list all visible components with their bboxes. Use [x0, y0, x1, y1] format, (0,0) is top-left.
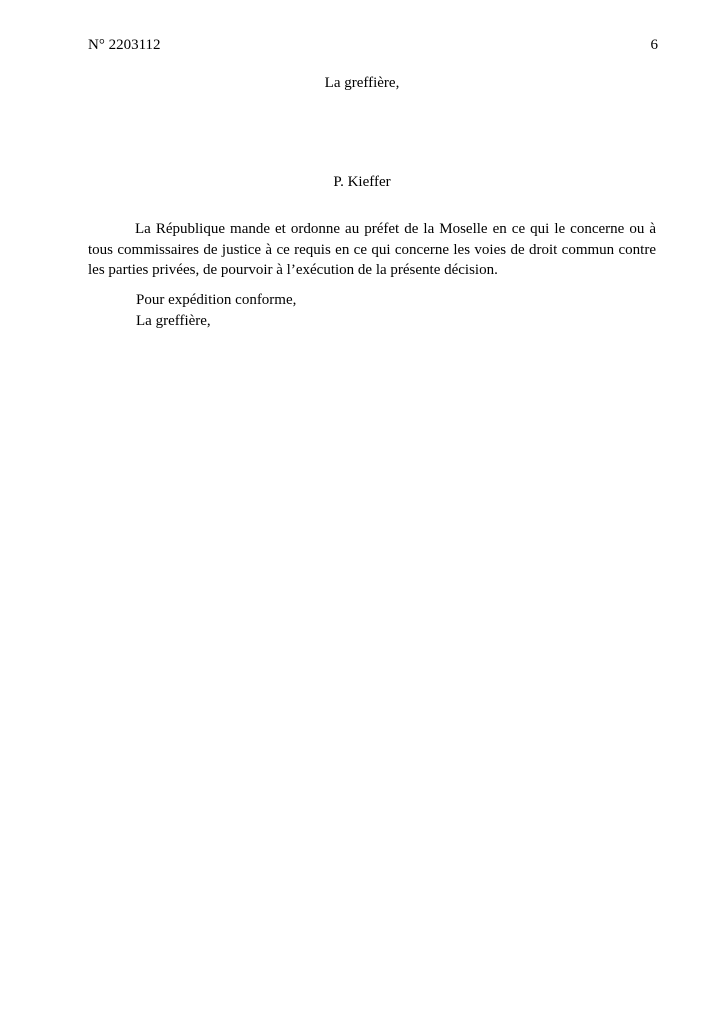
- signatory-name: P. Kieffer: [333, 174, 391, 190]
- closing-block: [136, 290, 296, 331]
- closing-line-certified-copy: Pour expédition conforme,: [136, 292, 297, 308]
- enforcement-clause-paragraph: [88, 219, 656, 281]
- enforcement-clause-text: La République mande et ordonne au préfet de la Moselle en ce qui le concerne ou à tous commissaires de justice à ce requis en ce qui concerne les voies de droit commun contre les parties privées, de pourvoir à l’exécution de la présente décision.: [88, 221, 656, 278]
- signature-title: La greffière,: [324, 75, 400, 91]
- case-number: N° 2203112: [88, 37, 161, 53]
- page-number: 6: [650, 37, 658, 53]
- closing-line-clerk: La greffière,: [136, 312, 211, 329]
